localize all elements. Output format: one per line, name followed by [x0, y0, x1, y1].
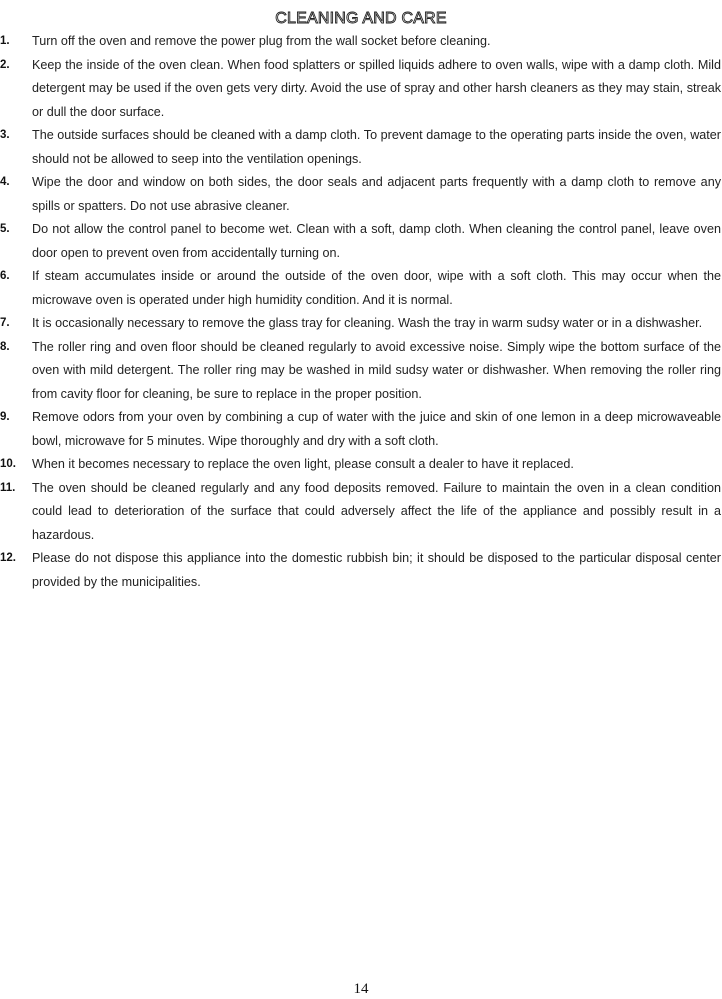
item-number: 1.: [0, 35, 10, 47]
list-item: [0, 477, 722, 548]
item-text: If steam accumulates inside or around the outside of the oven door, wipe with a soft cloth. This may occur when the microwave oven is operated under high humidity condition. And it is normal.: [32, 269, 721, 307]
list-item: [0, 171, 722, 218]
cleaning-instructions-list: [0, 30, 722, 594]
item-number: 11.: [0, 481, 16, 494]
list-item: [0, 406, 722, 453]
item-text: Please do not dispose this appliance into the domestic rubbish bin; it should be disposed to the particular disposal center provided by the municipalities.: [32, 551, 721, 589]
item-text: The roller ring and oven floor should be cleaned regularly to avoid excessive noise. Simply wipe the bottom surface of the oven with mild detergent. The roller ring may be washed in mild sudsy water or dishwasher. When removing the roller ring from cavity floor for cleaning, be sure to replace in the proper position.: [32, 339, 721, 401]
item-text: The oven should be cleaned regularly and any food deposits removed. Failure to maintain the oven in a clean condition could lead to deterioration of the surface that could adversely affect the life of the appliance and possibly result in a hazardous.: [32, 480, 721, 542]
item-text: Keep the inside of the oven clean. When food splatters or spilled liquids adhere to oven walls, wipe with a damp cloth. Mild detergent may be used if the oven gets very dirty. Avoid the use of spray and other harsh cleaners as they may stain, streak or dull the door surface.: [32, 57, 721, 119]
item-number: 5.: [0, 223, 10, 235]
item-number: 7.: [0, 317, 10, 329]
list-item: [0, 265, 722, 312]
list-item: [0, 336, 722, 407]
item-text: The outside surfaces should be cleaned with a damp cloth. To prevent damage to the operating parts inside the oven, water should not be allowed to seep into the ventilation openings.: [32, 128, 721, 166]
list-item: [0, 453, 722, 477]
item-number: 12.: [0, 552, 16, 564]
item-number: 6.: [0, 270, 10, 282]
page-number: 14: [353, 981, 369, 997]
item-number: 2.: [0, 58, 10, 71]
list-item: [0, 312, 722, 336]
list-item: [0, 54, 722, 125]
list-item: [0, 30, 722, 54]
list-item: [0, 547, 722, 594]
list-item: [0, 124, 722, 171]
item-text: Turn off the oven and remove the power plug from the wall socket before cleaning.: [32, 34, 491, 48]
item-text: It is occasionally necessary to remove the glass tray for cleaning. Wash the tray in warm sudsy water or in a dishwasher.: [32, 316, 703, 330]
item-text: Wipe the door and window on both sides, the door seals and adjacent parts frequently with a damp cloth to remove any spills or spatters. Do not use abrasive cleaner.: [32, 175, 721, 213]
item-number: 3.: [0, 129, 10, 141]
item-number: 9.: [0, 411, 10, 423]
item-text: Do not allow the control panel to become wet. Clean with a soft, damp cloth. When cleaning the control panel, leave oven door open to prevent oven from accidentally turning on.: [32, 222, 721, 260]
page-title: CLEANING AND CARE: [275, 9, 447, 27]
item-number: 4.: [0, 176, 10, 188]
list-item: [0, 218, 722, 265]
item-number: 8.: [0, 340, 10, 353]
item-text: Remove odors from your oven by combining a cup of water with the juice and skin of one lemon in a deep microwaveable bowl, microwave for 5 minutes. Wipe thoroughly and dry with a soft cloth.: [32, 410, 721, 448]
item-text: When it becomes necessary to replace the oven light, please consult a dealer to have it replaced.: [32, 457, 574, 471]
item-number: 10.: [0, 458, 16, 470]
